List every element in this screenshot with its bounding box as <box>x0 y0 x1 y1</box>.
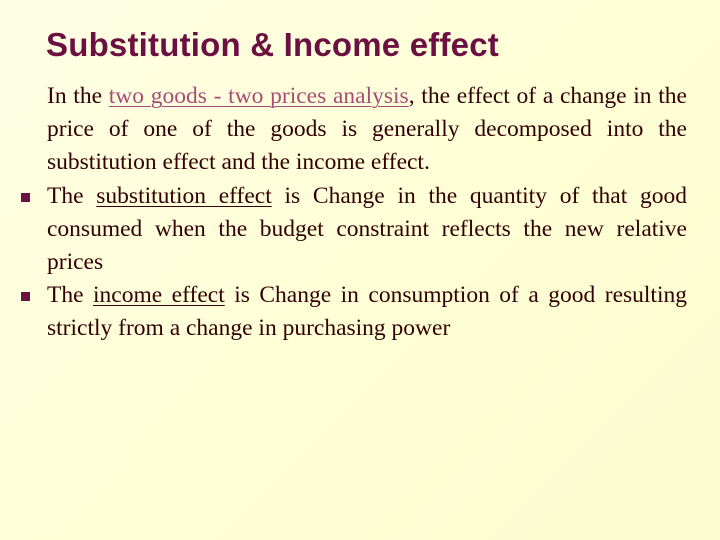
bullet-item-income <box>47 279 687 345</box>
paragraph-intro <box>47 80 687 180</box>
paragraph-intro-pre: In the <box>47 83 109 109</box>
slide-body <box>47 80 687 346</box>
paragraph-intro-post: , the effect of a change in the price of one of the goods is generally decomposed into the substitution effect and the income effect. <box>47 83 687 176</box>
square-bullet-icon <box>21 193 30 202</box>
square-bullet-icon <box>21 292 30 301</box>
bullet-income-post: is Change in consumption of a good resulting strictly from a change in purchasing power <box>47 282 687 342</box>
bullet-substitution-pre: The <box>47 182 97 209</box>
bullet-substitution-post: is Change in the quantity of that good consumed when the budget constraint reflects the new relative prices <box>47 182 687 276</box>
two-goods-analysis-link[interactable]: two goods - two prices analysis <box>108 83 409 109</box>
income-effect-term: income effect <box>93 282 225 309</box>
substitution-effect-term: substitution effect <box>96 182 272 209</box>
bullet-item-substitution <box>47 180 687 280</box>
slide-title: Substitution & Income effect <box>46 26 499 63</box>
bullet-income-pre: The <box>47 282 94 309</box>
